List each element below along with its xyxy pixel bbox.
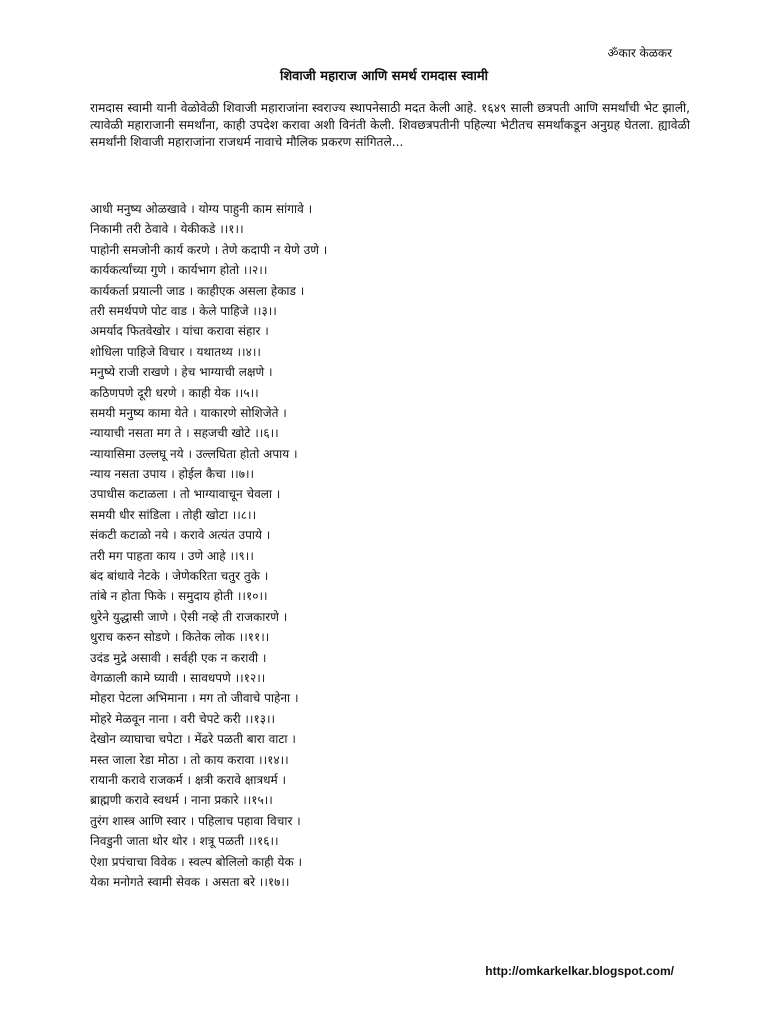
verse-line: वेगळाली कामे घ्यावी । सावधपणे ।।१२।। bbox=[90, 670, 266, 685]
verse-line: ऐशा प्रपंचाचा विवेक । स्वल्प बोलिलो काही येक । bbox=[90, 854, 303, 869]
verse-line: बंद बांधावे नेटके । जेणेकरिता चतुर तुके । bbox=[90, 569, 269, 584]
verse-line: मस्त जाला रेडा मोठा । तो काय करावा ।।१४।। bbox=[90, 752, 289, 767]
verse-line: न्याय नसता उपाय । होईल कैचा ।।७।। bbox=[90, 467, 255, 482]
verse-line: येका मनोगते स्वामी सेवक । असता बरे ।।१७।। bbox=[90, 874, 290, 889]
verse-line: समयी धीर सांडिला । तोही खोटा ।।८।। bbox=[90, 507, 257, 522]
document-title: शिवाजी महाराज आणि समर्थ रामदास स्वामी bbox=[279, 69, 489, 84]
verse-line: आधी मनुष्य ओळखावे । योग्य पाहुनी काम सांगावे । bbox=[90, 202, 313, 216]
verse-line: न्यायाची नसता मग ते । सहजची खोटे ।।६।। bbox=[90, 426, 279, 441]
verse-line: तरी मग पाहता काय । उणे आहे ।।९।। bbox=[90, 548, 254, 563]
author-name: ॐकार केळकर bbox=[607, 46, 672, 60]
verse-line: उपाधीस कटाळला । तो भाग्यावाचून चेवला । bbox=[90, 487, 281, 502]
verse-list bbox=[90, 199, 690, 892]
verse-line: उदंड मुद्रे असावी । सर्वही एक न करावी । bbox=[90, 650, 267, 665]
verse-line: शोधिला पाहिजे विचार । यथातथ्य ।।४।। bbox=[90, 344, 261, 359]
intro-paragraph: रामदास स्वामी यानी वेळोवेळी शिवाजी महाराजांना स्वराज्य स्थापनेसाठी मदत केली आहे. १६४९ साली छत्रपती आणि समर्थांची भेट झाली, त्यावेळी महाराजानी समर्थांना, काही उपदेश करावा अशी विनंती केली. शिवछत्रपतीनी पहिल्या भेटीतच समर्थांकडून अनुग्रह घेतला. ह्यावेळी समर्थांनी शिवाजी महाराजांना राजधर्म नावाचे मौलिक प्रकरण सांगितले... bbox=[90, 101, 690, 149]
blog-url-link[interactable]: http://omkarkelkar.blogspot.com/ bbox=[485, 964, 674, 978]
verse-line: समयी मनुष्य कामा येते । याकारणे सोशिजेते । bbox=[90, 405, 287, 420]
verse-line: तुरंग शास्त्र आणि स्वार । पहिलाच पहावा विचार । bbox=[90, 813, 301, 828]
verse-line: देखोन व्याघाचा चपेटा । मेंढरे पळती बारा वाटा । bbox=[90, 732, 296, 747]
verse-line: अमर्याद फितवेखोर । यांचा करावा संहार । bbox=[90, 324, 269, 339]
verse-line: मोहरा पेटला अभिमाना । मग तो जीवाचे पाहेना । bbox=[90, 691, 299, 706]
verse-line: ब्राह्मणी करावे स्वधर्म । नाना प्रकारे ।।१५।। bbox=[90, 793, 273, 808]
verse-line: धुरेने युद्धासी जाणे । ऐसी नव्हे ती राजकारणे । bbox=[90, 609, 288, 624]
verse-line: संकटी कटाळो नये । करावे अत्यंत उपाये । bbox=[90, 528, 271, 543]
verse-line: निवडुनी जाता थोर थोर । शत्रू पळती ।।१६।। bbox=[90, 834, 279, 849]
verse-line: तरी समर्थपणे पोट वाड । केले पाहिजे ।।३।। bbox=[90, 303, 277, 318]
verse-line: पाहोनी समजोनी कार्य करणे । तेणे कदापी न येणे उणे । bbox=[90, 242, 328, 257]
verse-line: कठिणपणे दूरी धरणे । काही येक ।।५।। bbox=[90, 385, 259, 400]
verse-line: निकामी तरी ठेवावे । येकीकडे ।।१।। bbox=[90, 222, 244, 237]
verse-line: न्यायासिमा उल्लघू नये । उल्लघिता होतो अपाय । bbox=[90, 446, 298, 461]
verse-line: रायानी करावे राजकर्म । क्षत्री करावे क्षात्रधर्म । bbox=[90, 772, 286, 787]
verse-line: मनुष्ये राजी राखणे । हेच भाग्याची लक्षणे । bbox=[90, 365, 273, 380]
verse-line: धुराच करुन सोडणे । कितेक लोक ।।११।। bbox=[90, 630, 270, 645]
verse-line: कार्यकर्ता प्रयात्नी जाड । काहीएक असला हेकाड । bbox=[90, 283, 305, 298]
verse-line: तांबे न होता फिके । समुदाय होती ।।१०।। bbox=[90, 589, 268, 604]
verse-line: मोहरे मेळवून नाना । वरी चेपटे करी ।।१३।। bbox=[90, 711, 276, 726]
verse-line: कार्यकर्त्यांच्या गुणे । कार्यभाग होतो ।।२।। bbox=[90, 263, 268, 278]
